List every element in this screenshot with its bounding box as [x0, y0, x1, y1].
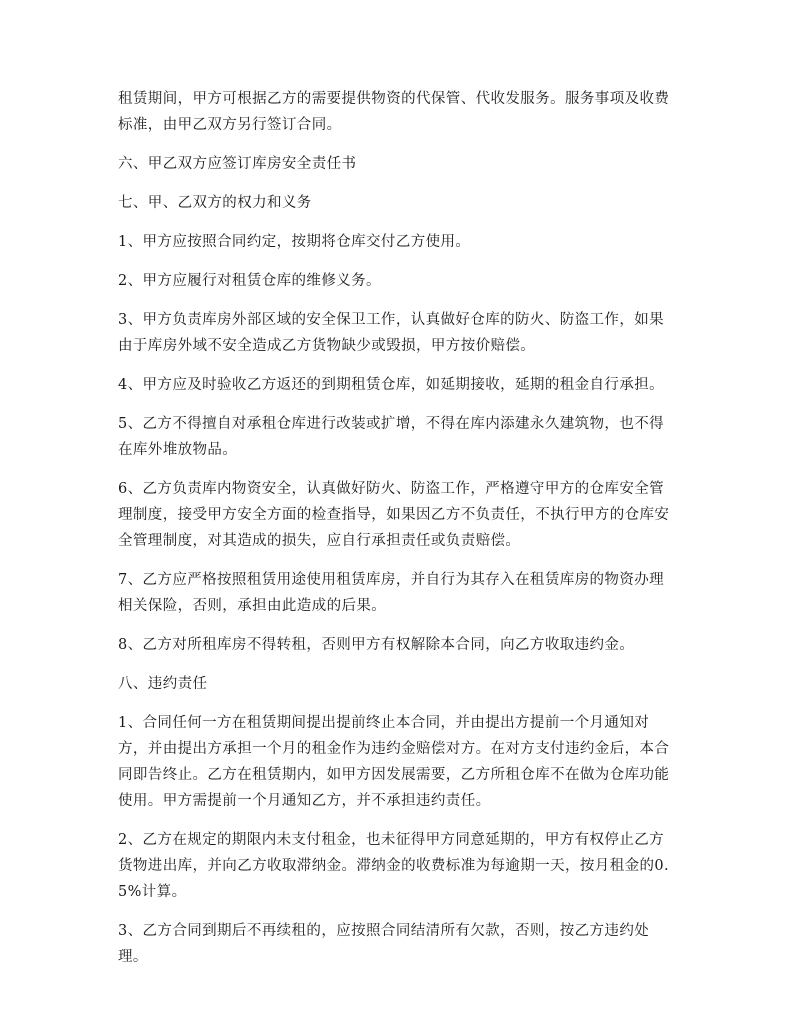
clause-8-1: 1、合同任何一方在租赁期间提出提前终止本合同，并由提出方提前一个月通知对方，并由提出方承担一个月的租金作为违约金赔偿对方。在对方支付违约金后，本合同即告终止。乙方在租赁期内，如甲方因发展需要，乙方所租仓库不在做为仓库功能使用。甲方需提前一个月通知乙方，并不承担违约责任。	[118, 715, 670, 809]
clause-7-8: 8、乙方对所租库房不得转租，否则甲方有权解除本合同，向乙方收取违约金。	[118, 637, 635, 653]
section-heading-eight: 八、违约责任	[118, 676, 208, 692]
document-body	[118, 86, 678, 983]
clause-7-2: 2、甲方应履行对租赁仓库的维修义务。	[118, 273, 381, 289]
paragraph-service-terms: 租赁期间，甲方可根据乙方的需要提供物资的代保管、代收发服务。服务事项及收费标准，由甲乙双方另行签订合同。	[118, 91, 670, 133]
clause-7-6: 6、乙方负责库内物资安全，认真做好防火、防盗工作，严格遵守甲方的仓库安全管理制度，接受甲方安全方面的检查指导，如果因乙方不负责任，不执行甲方的仓库安全管理制度，对其造成的损失，应自行承担责任或负责赔偿。	[118, 481, 670, 549]
clause-7-1: 1、甲方应按照合同约定，按期将仓库交付乙方使用。	[118, 234, 471, 250]
clause-7-3: 3、甲方负责库房外部区域的安全保卫工作，认真做好仓库的防火、防盗工作，如果由于库房外域不安全造成乙方货物缺少或毁损，甲方按价赔偿。	[118, 312, 665, 354]
section-heading-six: 六、甲乙双方应签订库房安全责任书	[118, 156, 357, 172]
clause-7-7: 7、乙方应严格按照租赁用途使用租赁库房，并自行为其存入在租赁库房的物资办理相关保险，否则，承担由此造成的后果。	[118, 572, 665, 614]
section-heading-seven: 七、甲、乙双方的权力和义务	[118, 195, 312, 211]
clause-8-3: 3、乙方合同到期后不再续租的，应按照合同结清所有欠款，否则，按乙方违约处理。	[118, 923, 650, 965]
clause-8-2: 2、乙方在规定的期限内未支付租金，也未征得甲方同意延期的，甲方有权停止乙方货物进出库，并向乙方收取滞纳金。滞纳金的收费标准为每逾期一天，按月租金的0.5%计算。	[118, 832, 670, 900]
clause-7-4: 4、甲方应及时验收乙方返还的到期租赁仓库，如延期接收，延期的租金自行承担。	[118, 377, 665, 393]
clause-7-5: 5、乙方不得擅自对承租仓库进行改装或扩增，不得在库内添建永久建筑物，也不得在库外堆放物品。	[118, 416, 665, 458]
